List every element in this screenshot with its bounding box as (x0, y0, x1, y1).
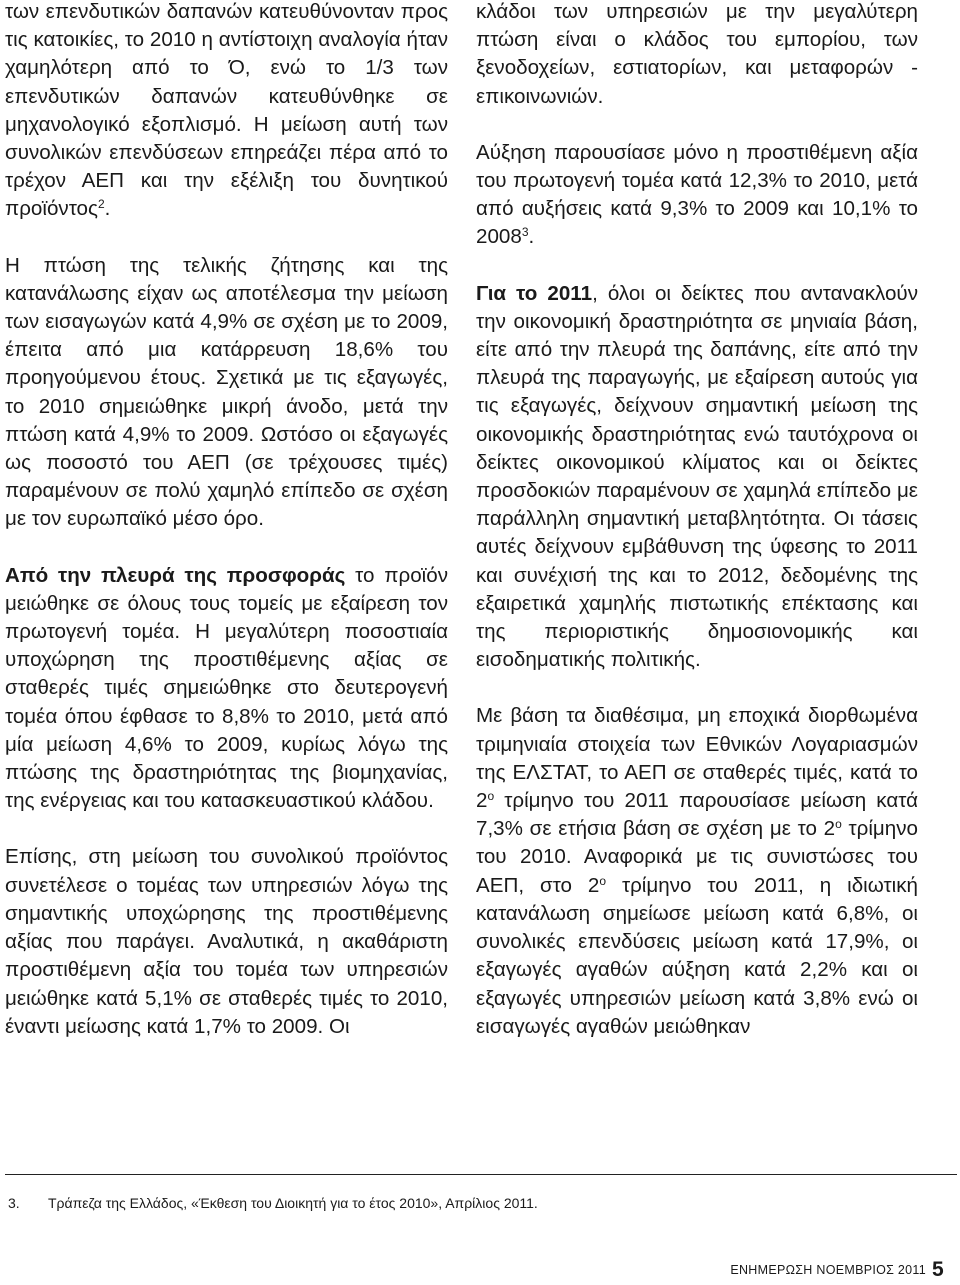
paragraph-text: τρίμηνο του 2011 παρουσίασε μείωση κατά 7,3% σε ετήσια βάση σε σχέση με το 2 (476, 789, 918, 841)
paragraph-text: Αύξηση παρουσίασε μόνο η προστιθέμενη αξία του πρωτογενή τομέα κατά 12,3% το 2010, μετά από αυξήσεις κατά 9,3% το 2009 και 10,1% το 2008 (476, 140, 918, 249)
left-column (5, 0, 448, 1069)
paragraph-text: , όλοι οι δείκτες που αντανακλούν την οικονομική δραστηριότητα σε μηνιαία βάση, είτε από την πλευρά της δαπάνης, είτε από την πλευρά της παραγωγής, με εξαίρεση αυτούς για τις εξαγωγές, δείχνουν σημαντική μείωση της οικονομικής δραστηριότητας ενώ ταυτόχρονα οι δείκτες οικονομικού κλίματος και οι δείκτες προσδοκιών παραμένουν σε χαμηλά επίπεδο με παράλληλη σημαντική μεταβλητότητα. Οι τάσεις αυτές δείχνουν εμβάθυνση της ύφεσης το 2011 και συνέχισή της και το 2012, δεδομένης της εξαιρετικά χαμηλής πιστωτικής επέκτασης και της περιοριστικής δημοσιονομικής και εισοδηματικής πολιτικής. (476, 281, 918, 672)
footnote-ref: 2 (97, 197, 105, 212)
paragraph (476, 280, 918, 675)
paragraph: Επίσης, στη μείωση του συνολικού προϊόντος συνετέλεσε ο τομέας των υπηρεσιών λόγω της σημαντικής υποχώρησης της προστιθέμενης αξίας που παράγει. Αναλυτικά, η ακαθάριστη προστιθέμενη αξία του τομέα των υπηρεσιών μειώθηκε κατά 5,1% σε σταθερές τιμές το 2010, έναντι μείωσης κατά 1,7% το 2009. Οι (5, 845, 448, 1038)
ordinal-suffix: ο (487, 789, 495, 804)
paragraph-text: . (528, 225, 535, 249)
page-number: 5 (932, 1258, 944, 1281)
footnote-ref: 3 (521, 225, 529, 240)
page-footer (730, 1258, 944, 1282)
paragraph-text: Με βάση τα διαθέσιμα, μη εποχικά διορθωμένα τριμηνιαία στοιχεία των Εθνικών Λογαριασμών της ΕΛΣΤΑΤ, το ΑΕΠ σε σταθερές τιμές, κατά το 2 (476, 704, 918, 813)
footer-label: ΕΝΗΜΕΡΩΣΗ ΝΟΕΜΒΡΙΟΣ 2011 (730, 1263, 927, 1277)
footnote (8, 1194, 908, 1212)
paragraph (476, 702, 918, 1040)
bold-lead-in: Για το 2011 (476, 281, 593, 305)
paragraph-text: των επενδυτικών δαπανών κατευθύνονταν προς τις κατοικίες, το 2010 η αντίστοιχη αναλογία ήταν χαμηλότερη από το Ό, ενώ το 1/3 των επενδυτικών δαπανών κατευθύνθηκε σε μηχανολογικό εξοπλισμό. Η μείωση αυτή των συνολικών επενδύσεων επηρεάζει πέρα από το τρέχον ΑΕΠ και την εξέλιξη του δυνητικού προϊόντος (5, 0, 448, 221)
ordinal-suffix: ο (599, 873, 607, 888)
bold-lead-in: Από την πλευρά της προσφοράς (5, 563, 346, 587)
footnote-text: Τράπεζα της Ελλάδος, «Έκθεση του Διοικητή για το έτος 2010», Απρίλιος 2011. (48, 1195, 538, 1211)
footnote-divider (5, 1174, 957, 1175)
paragraph (5, 0, 448, 224)
paragraph-text: τρίμηνο του 2010. Αναφορικά με τις συνιστώσες του ΑΕΠ, στο 2 (476, 817, 919, 897)
right-column (476, 0, 918, 1069)
ordinal-suffix: ο (835, 817, 842, 832)
paragraph (5, 562, 448, 816)
paragraph-text: το προϊόν μειώθηκε σε όλους τους τομείς με εξαίρεση τον πρωτογενή τομέα. Η μεγαλύτερη ποσοστιαία υποχώρηση της προστιθέμενης αξίας σε σταθερές τιμές σημειώθηκε στο δευτερογενή τομέα όπου έφθασε το 8,8% το 2010, μετά από μία μείωση 4,6% το 2009, κυρίως λόγω της πτώσης της δραστηριότητας της βιομηχανίας, της ενέργειας και του κατασκευαστικού κλάδου. (5, 563, 448, 813)
footnote-number: 3. (8, 1195, 20, 1211)
paragraph-text: . (104, 197, 111, 221)
paragraph-text: τρίμηνο του 2011, η ιδιωτική κατανάλωση σημείωσε μείωση κατά 6,8%, οι συνολικές επενδύσεις μείωση κατά 17,9%, οι εξαγωγές αγαθών αύξηση κατά 2,2% και οι εξαγωγές υπηρεσιών μείωση κατά 3,8% ενώ οι εισαγωγές αγαθών μειώθηκαν (476, 873, 918, 1038)
paragraph: κλάδοι των υπηρεσιών με την μεγαλύτερη πτώση είναι ο κλάδος του εμπορίου, των ξενοδοχείων, εστιατορίων, και μεταφορών - επικοινωνιών. (476, 0, 918, 108)
paragraph: Η πτώση της τελικής ζήτησης και της κατανάλωσης είχαν ως αποτέλεσμα την μείωση των εισαγωγών κατά 4,9% σε σχέση με το 2009, έπειτα από μια κατάρρευση 18,6% του προηγούμενου έτους. Σχετικά με τις εξαγωγές, το 2010 σημειώθηκε μικρή άνοδο, μετά την πτώση κατά 4,9% το 2009. Ωστόσο οι εξαγωγές ως ποσοστό του ΑΕΠ (σε τρέχουσες τιμές) παραμένουν σε πολύ χαμηλό επίπεδο σε σχέση με τον ευρωπαϊκό μέσο όρο. (5, 253, 448, 531)
paragraph (476, 139, 918, 252)
